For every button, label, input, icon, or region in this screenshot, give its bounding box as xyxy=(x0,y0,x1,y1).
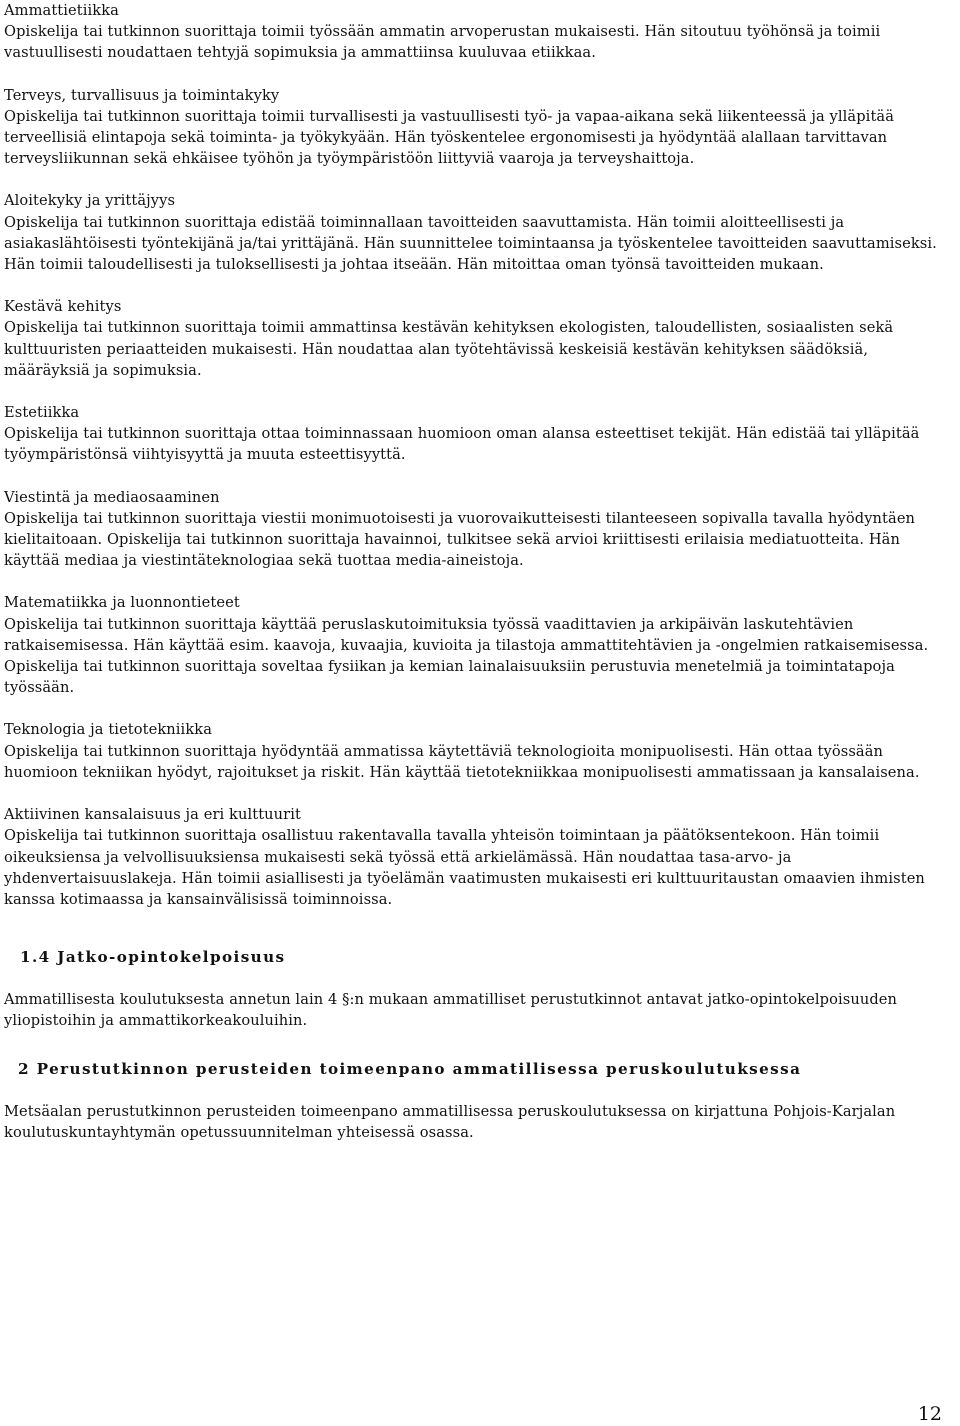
section-body: Opiskelija tai tutkinnon suorittaja edistää toiminnallaan tavoitteiden saavuttamista. Hän toimii aloitteellisesti ja asiakaslähtöisesti työntekijänä ja/tai yrittäjänä. Hän suunnittelee toimintaansa ja työskentelee tavoitteiden saavuttamiseksi. Hän toimii taloudellisesti ja tuloksellisesti ja johtaa itseään. Hän mitoittaa oman työnsä tavoitteiden mukaan. xyxy=(4,213,937,274)
section-title: Viestintä ja mediaosaaminen xyxy=(4,488,220,506)
page-number: 12 xyxy=(917,1403,942,1425)
section-title: Ammattietiikka xyxy=(4,2,119,19)
section-title: Terveys, turvallisuus ja toimintakyky xyxy=(4,86,280,104)
section-title: Aloitekyky ja yrittäjyys xyxy=(4,192,176,210)
section-matematiikka xyxy=(4,592,956,698)
section-body: Opiskelija tai tutkinnon suorittaja viestii monimuotoisesti ja vuorovaikutteisesti tilanteeseen sopivalla tavalla hyödyntäen kielitaitoaan. Opiskelija tai tutkinnon suorittaja havainnoi, tulkitsee sekä arvioi kriittisesti erilaisia mediatuotteita. Hän käyttää mediaa ja viestintäteknologiaa sekä tuottaa media-aineistoja. xyxy=(4,509,916,570)
section-aloitekyky xyxy=(4,190,956,275)
section-body: Opiskelija tai tutkinnon suorittaja osallistuu rakentavalla tavalla yhteisön toimintaan ja päätöksentekoon. Hän toimii oikeuksiensa ja velvollisuuksiensa mukaisesti sekä työssä että arkielämässä. Hän noudattaa tasa-arvo- ja yhdenvertaisuuslakeja. Hän toimii asiallisesti ja työelämän vaatimusten mukaisesti eri kulttuuritaustan omaavien ihmisten kanssa kotimaassa ja kansainvälisissä toiminnoissa. xyxy=(4,827,925,908)
section-body: Opiskelija tai tutkinnon suorittaja toimii työssään ammatin arvoperustan mukaisesti. Hän sitoutuu työhönsä ja toimii vastuullisesti noudattaen tehtyjä sopimuksia ja ammattiinsa kuuluvaa etiikkaa. xyxy=(4,23,881,62)
section-terveys xyxy=(4,85,956,170)
section-perustutkinnon-toimeenpano xyxy=(4,1059,956,1143)
section-title: Kestävä kehitys xyxy=(4,298,122,316)
section-body: Metsäalan perustutkinnon perusteiden toimeenpano ammatillisessa peruskoulutuksessa on kirjattuna Pohjois-Karjalan koulutuskuntayhtymän opetussuunnitelman yhteisessä osassa. xyxy=(4,1102,896,1141)
section-heading: 1.4 Jatko-opintokelpoisuus xyxy=(20,948,286,967)
section-body: Opiskelija tai tutkinnon suorittaja ottaa toiminnassaan huomioon oman alansa esteettiset tekijät. Hän edistää tai ylläpitää työympäristönsä viihtyisyyttä ja muuta esteettisyyttä. xyxy=(4,425,920,464)
section-body: Opiskelija tai tutkinnon suorittaja toimii ammattinsa kestävän kehityksen ekologisten, taloudellisten, sosiaalisten sekä kulttuuristen periaatteiden mukaisesti. Hän noudattaa alan työtehtävissä keskeisiä kestävän kehityksen säädöksiä, määräyksiä ja sopimuksia. xyxy=(4,319,894,379)
section-estetiikka xyxy=(4,402,956,466)
section-title: Aktiivinen kansalaisuus ja eri kulttuurit xyxy=(4,806,301,824)
document-page xyxy=(4,0,956,1143)
section-ammattietiikka xyxy=(4,0,956,64)
section-body: Ammatillisesta koulutuksesta annetun lain 4 §:n mukaan ammatilliset perustutkinnot antavat jatko-opintokelpoisuuden yliopistoihin ja ammattikorkeakouluihin. xyxy=(4,991,898,1030)
section-kestava-kehitys xyxy=(4,296,956,381)
section-body: Opiskelija tai tutkinnon suorittaja toimii turvallisesti ja vastuullisesti työ- ja vapaa-aikana sekä liikenteessä ja ylläpitää terveellisiä elintapoja sekä toiminta- ja työkykyään. Hän työskentelee ergonomisesti ja hyödyntää alallaan tarvittavan terveysliikunnan sekä ehkäisee työhön ja työympäristöön liittyviä vaaroja ja terveyshaittoja. xyxy=(4,107,895,168)
section-body: Opiskelija tai tutkinnon suorittaja käyttää peruslaskutoimituksia työssä vaadittavien ja arkipäivän laskutehtävien ratkaisemisessa. Hän käyttää esim. kaavoja, kuvaajia, kuvioita ja tilastoja ammattitehtävien ja -ongelmien ratkaisemisessa. Opiskelija tai tutkinnon suorittaja soveltaa fysiikan ja kemian lainalaisuuksiin perustuvia menetelmiä ja toimintatapoja työssään. xyxy=(4,615,929,697)
section-title: Estetiikka xyxy=(4,404,80,422)
section-aktiivinen-kansalaisuus xyxy=(4,804,956,910)
section-body: Opiskelija tai tutkinnon suorittaja hyödyntää ammatissa käytettäviä teknologioita monipuolisesti. Hän ottaa työssään huomioon tekniikan hyödyt, rajoitukset ja riskit. Hän käyttää tietotekniikkaa monipuolisesti ammatissaan ja kansalaisena. xyxy=(4,742,920,781)
section-title: Teknologia ja tietotekniikka xyxy=(4,721,213,739)
section-heading: 2 Perustutkinnon perusteiden toimeenpano ammatillisessa peruskoulutuksessa xyxy=(18,1059,802,1078)
section-viestinta xyxy=(4,487,956,572)
section-title: Matematiikka ja luonnontieteet xyxy=(4,594,240,612)
section-teknologia xyxy=(4,719,956,783)
section-jatko-opintokelpoisuus xyxy=(4,947,956,1031)
